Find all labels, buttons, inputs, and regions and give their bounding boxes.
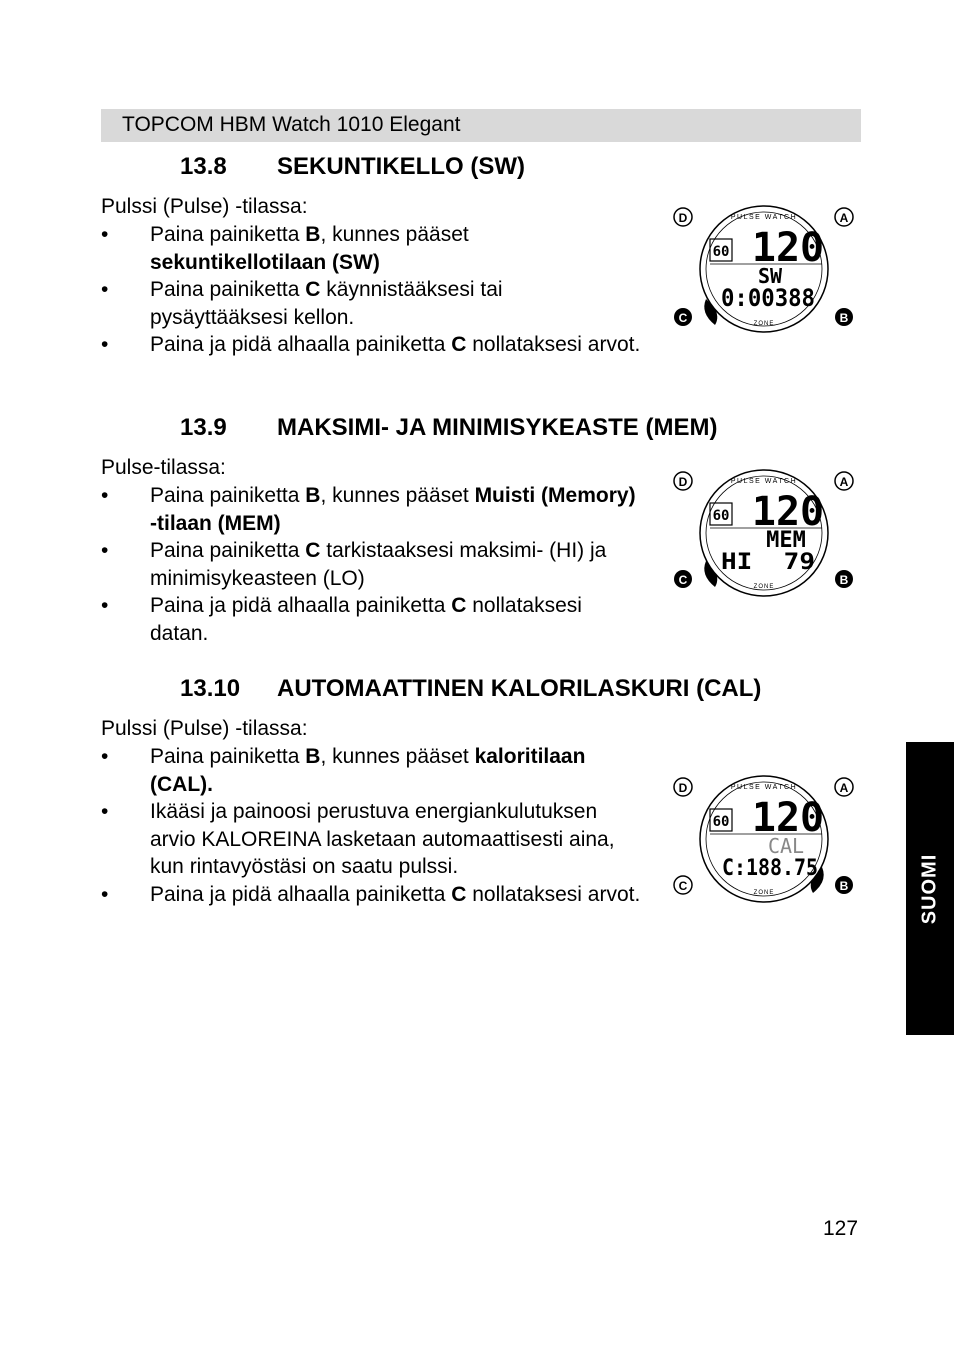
button-a-label: A: [839, 781, 849, 795]
bullet-list-cal: [101, 743, 646, 908]
watch-zone-label: ZONE: [753, 584, 775, 590]
button-b-label: B: [839, 879, 849, 893]
bullet-list-sw: [101, 221, 646, 359]
watch-brand: PULSE WATCH: [730, 784, 798, 791]
section-number: 13.9: [180, 414, 227, 441]
bullet-dot: •: [101, 278, 109, 301]
button-a-label: A: [839, 475, 849, 489]
bullet-dot: •: [101, 745, 109, 768]
list-item: • Paina ja pidä alhaalla painiketta C nollataksesi arvot.: [101, 881, 646, 909]
lcd-heart-rate: 120: [751, 489, 825, 535]
list-item: • Paina painiketta B, kunnes pääset sekuntikellotilaan (SW): [101, 223, 469, 274]
button-a-label: A: [839, 211, 849, 225]
watch-brand: PULSE WATCH: [730, 214, 798, 221]
watch-brand: PULSE WATCH: [730, 478, 798, 485]
button-c-label: C: [678, 573, 688, 587]
button-b-label: B: [839, 311, 849, 325]
lcd-bottom-value: HI 79: [721, 550, 815, 575]
bullet-dot: •: [101, 333, 109, 356]
lcd-bottom-value: 0:00388: [721, 284, 815, 312]
bullet-dot: •: [101, 539, 109, 562]
section-number: 13.8: [180, 153, 227, 180]
list-item: • Ikääsi ja painoosi perustuva energiankulutuksen arvio KALOREINA lasketaan automaattisesti aina, kun rintavyöstäsi on saatu pulssi.: [101, 800, 615, 878]
lcd-mode: MEM: [766, 528, 806, 553]
lcd-small-value: 60: [712, 244, 730, 260]
list-item: • Paina ja pidä alhaalla painiketta C nollataksesi arvot.: [101, 331, 646, 359]
lcd-heart-rate: 120: [751, 795, 825, 841]
section-heading: SEKUNTIKELLO (SW): [277, 153, 525, 180]
button-c-label: C: [678, 311, 688, 325]
lcd-small-value: 60: [712, 814, 730, 830]
bullet-dot: •: [101, 484, 109, 507]
watch-zone-label: ZONE: [753, 321, 775, 327]
list-item: • Paina painiketta C käynnistääksesi tai pysäyttääksesi kellon.: [101, 278, 503, 329]
section-intro: Pulssi (Pulse) -tilassa:: [101, 717, 308, 740]
language-side-tab: [906, 742, 954, 1035]
bullet-dot: •: [101, 594, 109, 617]
section-heading: MAKSIMI- JA MINIMISYKEASTE (MEM): [277, 414, 718, 441]
lcd-mode: SW: [757, 264, 783, 288]
lcd-heart-rate: 120: [751, 225, 825, 271]
section-title-sw: [180, 152, 525, 182]
bullet-dot: •: [101, 223, 109, 246]
section-intro: Pulse-tilassa:: [101, 456, 226, 479]
button-d-label: D: [678, 475, 688, 489]
header-bar: [101, 109, 861, 142]
bullet-dot: •: [101, 882, 109, 906]
watch-zone-label: ZONE: [753, 890, 775, 896]
section-intro: Pulssi (Pulse) -tilassa:: [101, 195, 308, 218]
list-item: • Paina painiketta C tarkistaaksesi maksimi- (HI) ja minimisykeasteen (LO): [101, 539, 607, 590]
side-tab-label: SUOMI: [918, 853, 941, 924]
lcd-small-value: 60: [712, 508, 730, 524]
watch-illustration-mem: [670, 467, 858, 597]
button-c-label: C: [678, 879, 688, 893]
list-item: • Paina painiketta B, kunnes pääset kaloritilaan (CAL).: [101, 745, 586, 796]
section-title-mem: [180, 413, 717, 443]
header-title: TOPCOM HBM Watch 1010 Elegant: [122, 113, 461, 136]
lcd-bottom-value: C:188.75: [722, 856, 818, 881]
list-item: • Paina ja pidä alhaalla painiketta C nollataksesi datan.: [101, 594, 582, 645]
watch-illustration-sw: [670, 203, 858, 333]
section-number: 13.10: [180, 675, 241, 702]
button-d-label: D: [678, 211, 688, 225]
list-item: • Paina painiketta B, kunnes pääset Muisti (Memory) -tilaan (MEM): [101, 484, 636, 535]
lcd-mode: CAL: [767, 834, 805, 858]
section-title-cal: [180, 674, 761, 704]
bullet-list-mem: [101, 482, 646, 647]
button-d-label: D: [678, 781, 688, 795]
watch-illustration-cal: [670, 773, 858, 903]
page-number: 127: [823, 1217, 859, 1240]
bullet-dot: •: [101, 800, 109, 823]
section-heading: AUTOMAATTINEN KALORILASKURI (CAL): [277, 675, 762, 702]
button-b-label: B: [839, 573, 849, 587]
